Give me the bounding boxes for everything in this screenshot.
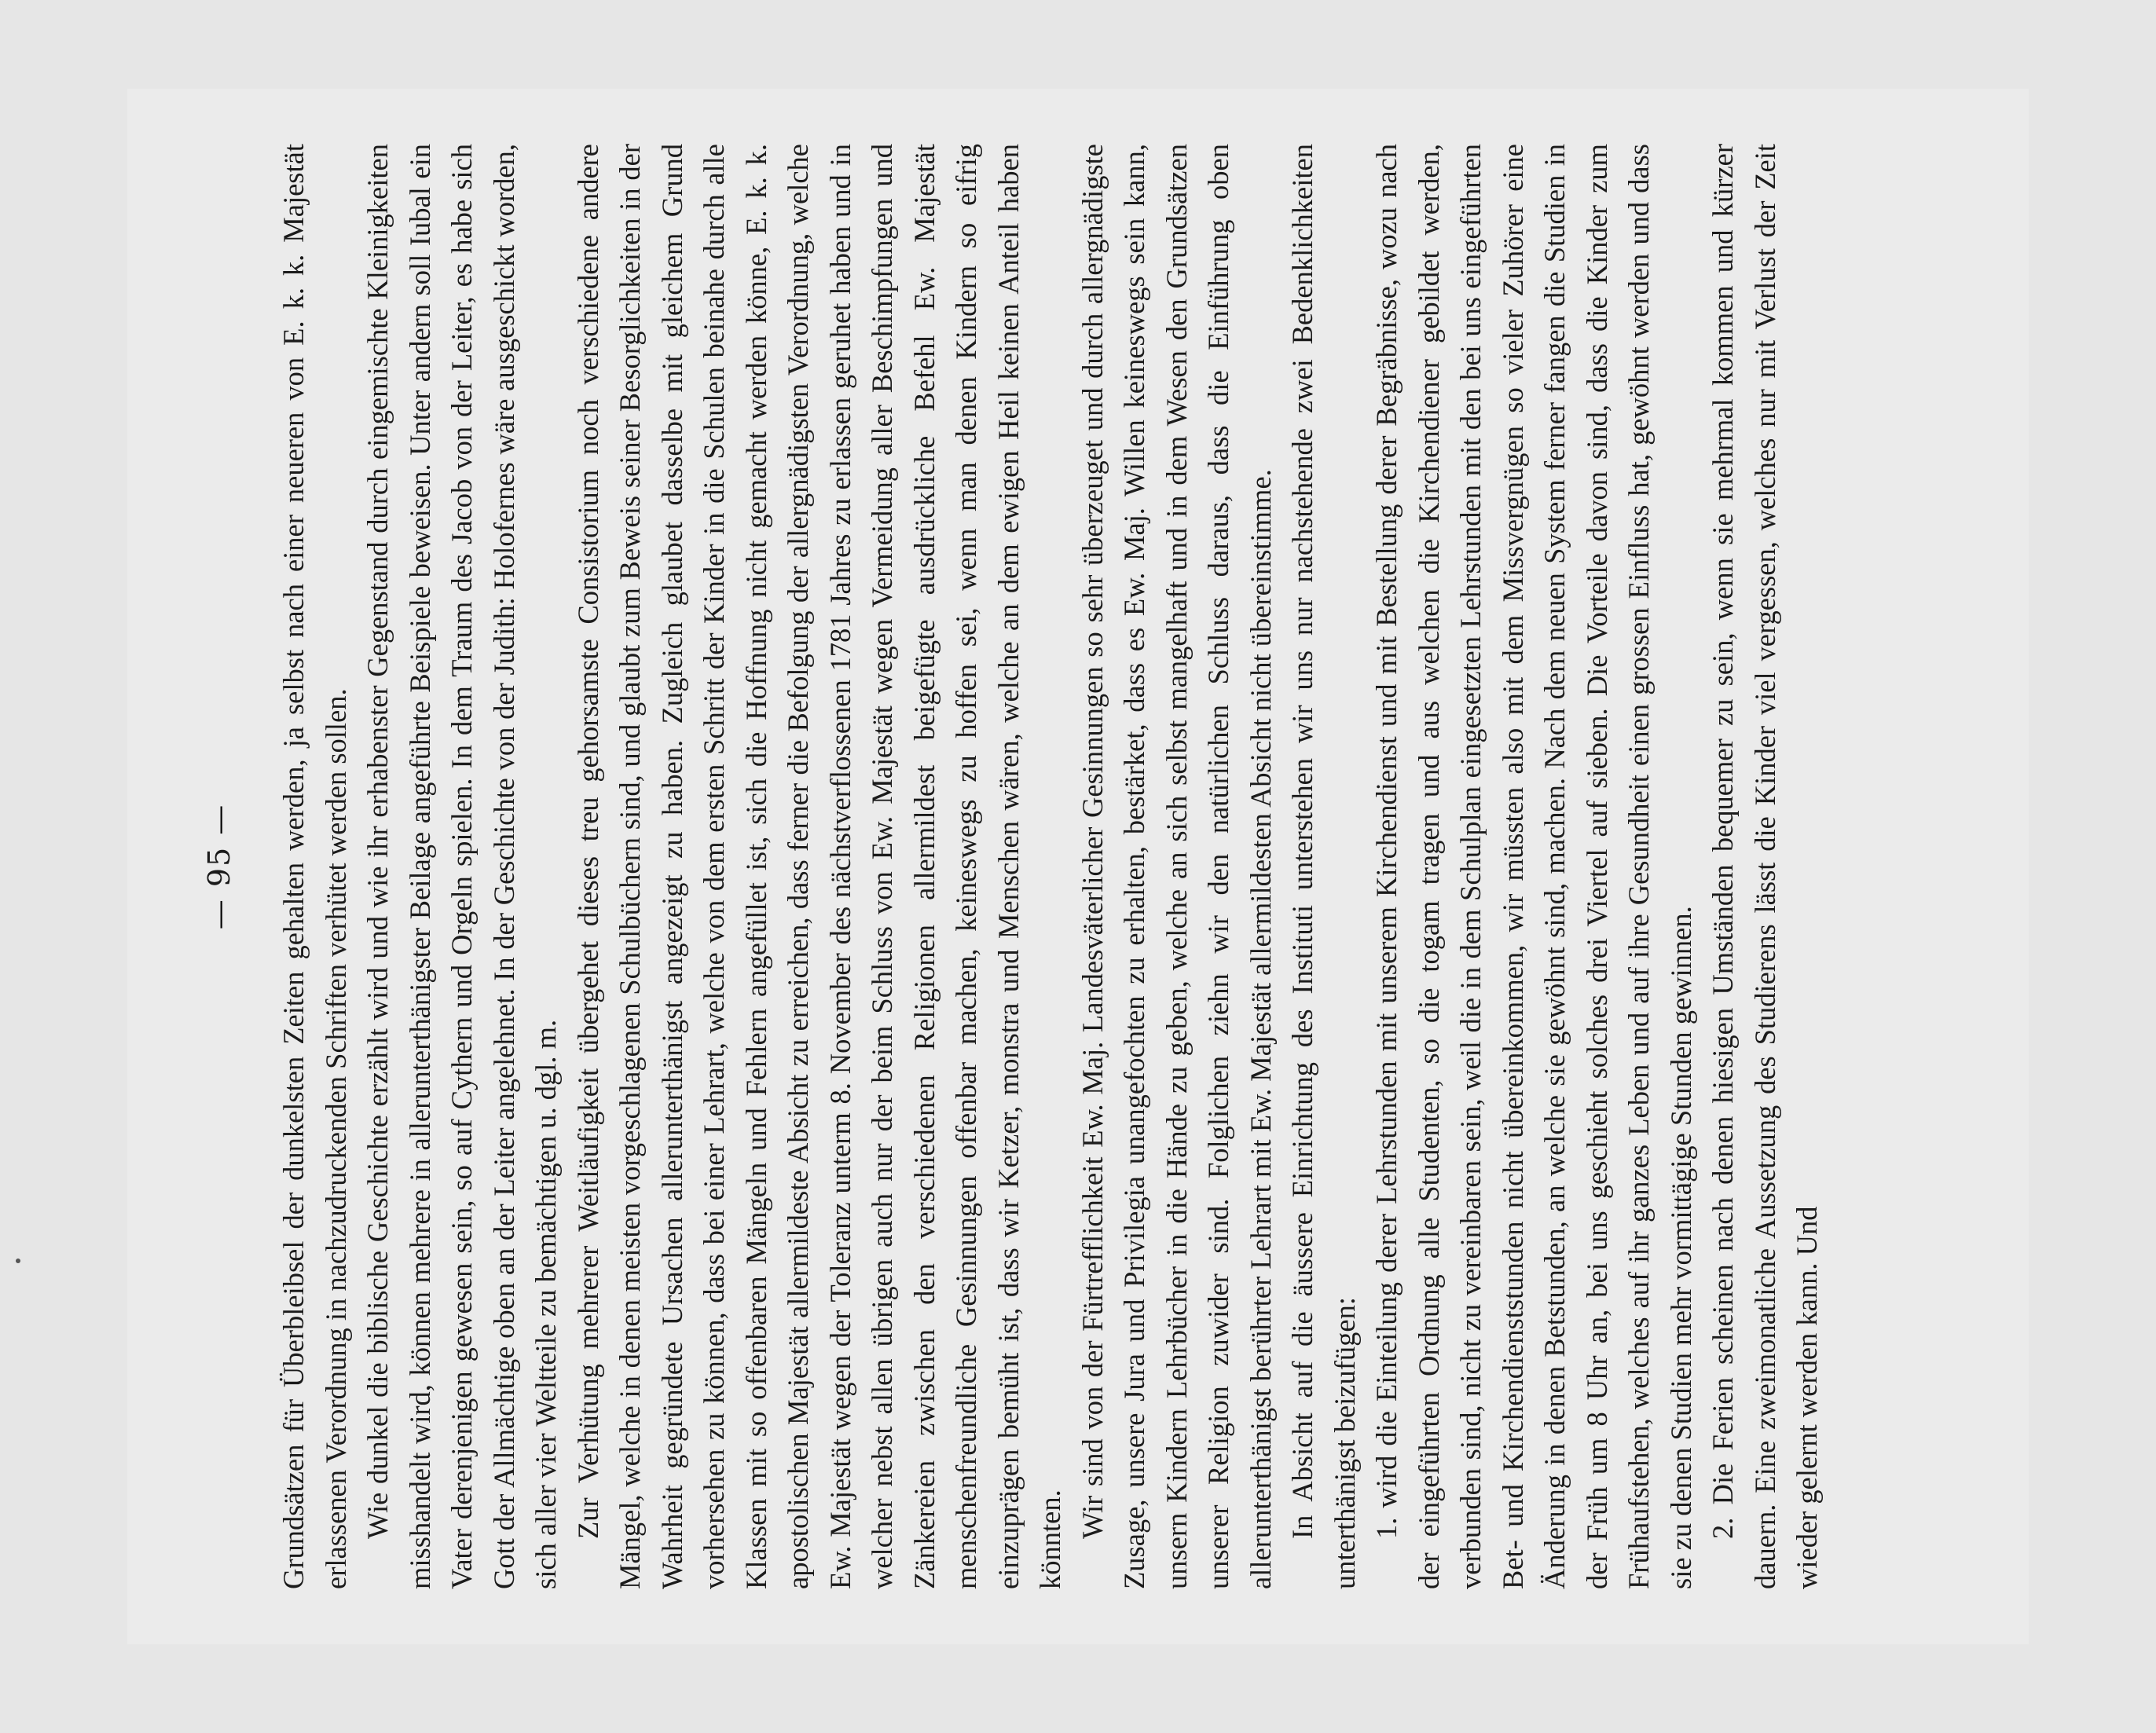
paragraph: 1. wird die Einteilung derer Lehrstunden mit unserem Kirchendienst und mit Bestellung derer Begräbnisse, wozu nach der eingeführten Ordnung alle Studenten, so die togam tragen und aus welchen die Kirchendiener gebildet werden, verbunden sind, nicht zu vereinbaren sein, weil die in dem Schulplan eingesetzten Lehrstunden mit den bei uns eingeführten Bet- und Kirchendienststunden nicht übereinkommen, wir müssten also mit dem Missvergnügen so vieler Zuhörer eine Änderung in denen Betstunden, an welche sie gewöhnt sind, machen. Nach dem neuen System ferner fangen die Studien in der Früh um 8 Uhr an, bei uns geschieht solches drei Viertel auf sieben. Die Vorteile davon sind, dass die Kinder zum Frühaufstehen, welches auf ihr ganzes Leben und auf ihre Gesundheit einen grossen Einfluss hat, gewöhnt werden und dass sie zu denen Studien mehr vormittägige Stunden gewinnen. (1370, 144, 1697, 1589)
paragraph: Grundsätzen für Überbleibsel der dunkelsten Zeiten gehalten werden, ja selbst nach einer neueren von E. k. k. Majestät erlassenen Verordnung in nachzudruckenden Schriften verhütet werden sollen. (277, 144, 352, 1589)
paragraph: Wie dunkel die biblische Geschichte erzählt wird und wie ihr erhabenster Gegenstand durch eingemischte Kleinigkeiten misshandelt wird, können mehrere in allerunterthänigster Beilage angeführte Beispiele beweisen. Unter andern soll Iubal ein Vater derenjenigen gewesen sein, so auf Cythern und Orgeln spielen. In dem Traum des Jacob von der Leiter, es habe sich Gott der Allmächtige oben an der Leiter angelehnet. In der Geschichte von der Judith: Holofernes wäre ausgeschickt worden, sich aller vier Weltteile zu bemächtigen u. dgl. m. (361, 144, 562, 1589)
paragraph: 2. Die Ferien scheinen nach denen hiesigen Umständen bequemer zu sein, wenn sie mehrmal kommen und kürzer dauern. Eine zweimonatliche Aussetzung des Studierens lässt die Kinder viel vergessen, welches nur mit Verlust der Zeit wieder gelernt werden kann. Und (1707, 144, 1823, 1589)
paragraph: Zur Verhütung mehrerer Weitläufigkeit übergehet dieses treu gehorsamste Consistorium noch verschiedene andere Mängel, welche in denen meisten vorgeschlagenen Schulbüchern sind, und glaubt zum Beweis seiner Besorglichkeiten in der Wahrheit gegründete Ursachen allerunterthänigst angezeigt zu haben. Zugleich glaubet dasselbe mit gleichem Grund vorhersehen zu können, dass bei einer Lehrart, welche von dem ersten Schritt der Kinder in die Schulen beinahe durch alle Klassen mit so offenbaren Mängeln und Fehlern angefüllet ist, sich die Hoffnung nicht gemacht werden könne, E. k. k. apostolischen Majestät allermildeste Absicht zu erreichen, dass ferner die Befolgung der allergnädigsten Verordnung, welche Ew. Majestät wegen der Toleranz unterm 8. November des nächstverflossenen 1781 Jahres zu erlassen geruhet haben und in welcher nebst allen übrigen auch nur der beim Schluss von Ew. Majestät wegen Vermeidung aller Beschimpfungen und Zänkereien zwischen den verschiedenen Religionen allermildest beigefügte ausdrückliche Befehl Ew. Majestät menschenfreundliche Gesinnungen offenbar machen, keineswegs zu hoffen sei, wenn man denen Kindern so eifrig einzuprägen bemüht ist, dass wir Ketzer, monstra und Menschen wären, welche an dem ewigen Heil keinen Anteil haben könnten. (571, 144, 1066, 1589)
dust-speck (16, 1259, 20, 1263)
book-page (127, 89, 2029, 1644)
paragraph: In Absicht auf die äussere Einrichtung des Instituti unterstehen wir uns nur nachstehende zwei Bedenklichkeiten unterthänigst beizufügen: (1286, 144, 1361, 1589)
page-number: — 95 — (202, 803, 236, 930)
paragraph: Wir sind von der Fürtrefflichkeit Ew. Maj. Landesväterlicher Gesinnungen so sehr überzeuget und durch allergnädigste Zusage, unsere Jura und Privilegia unangefochten zu erhalten, bestärket, dass es Ew. Maj. Willen keineswegs sein kann, unsern Kindern Lehrbücher in die Hände zu geben, welche an sich selbst mangelhaft und in dem Wesen den Grundsätzen unserer Religion zuwider sind. Folglichen ziehn wir den natürlichen Schluss daraus, dass die Einführung oben allerunterthänigst berührter Lehrart mit Ew. Majestät allermildesten Absicht nicht übereinstimme. (1076, 144, 1277, 1589)
body-text (273, 144, 1828, 1589)
